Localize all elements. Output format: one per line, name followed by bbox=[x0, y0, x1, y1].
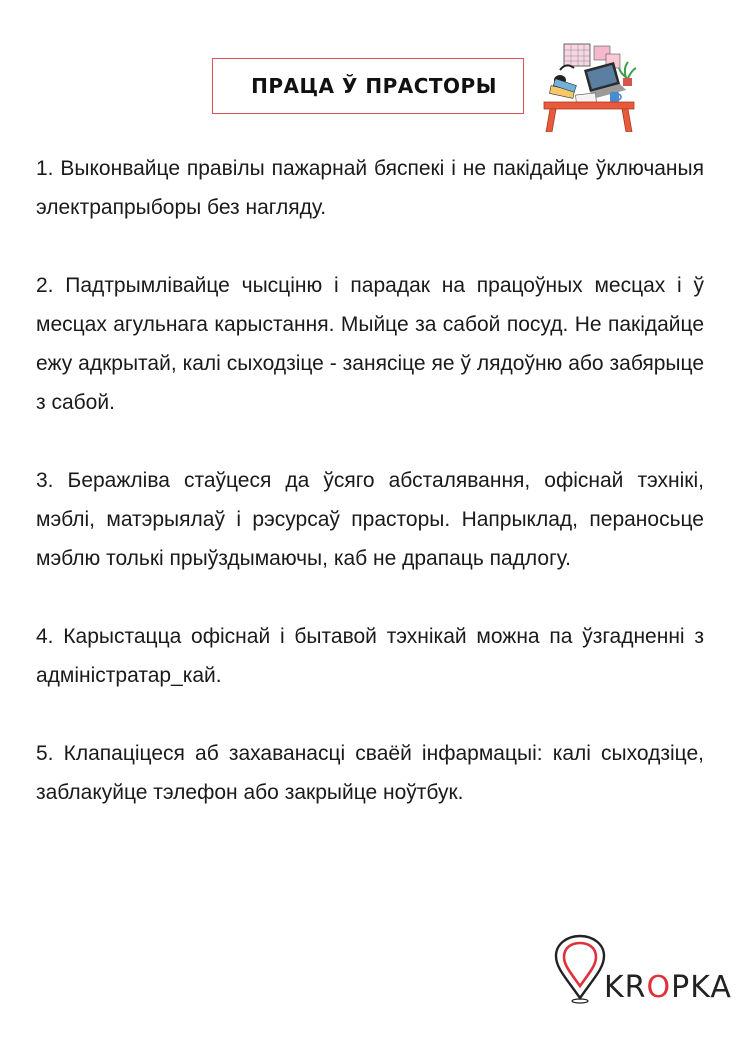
logo-wordmark: KROPKA bbox=[604, 970, 732, 1005]
rule-5: 5. Клапаціцеся аб захаванасці сваёй інфармацыі: калі сыходзіце, заблакуйце тэлефон або закрыйце ноўтбук. bbox=[36, 742, 704, 804]
rule-1: 1. Выконвайце правілы пажарнай бяспекі і не пакідайце ўключаныя электрапрыборы без нагляду. bbox=[36, 157, 704, 219]
rule-2: 2. Падтрымлівайце чысціню і парадак на працоўных месцах і ў месцах агульнага карыстання. Мыйце за сабой посуд. Не пакідайце ежу адкрытай, калі сыходзіце - занясіце яе ў лядоўню або забярыце з сабой. bbox=[36, 274, 704, 414]
desk-with-laptop-icon bbox=[540, 40, 638, 132]
location-pin-icon bbox=[552, 934, 608, 1004]
kropka-logo bbox=[552, 934, 732, 1008]
rule-3: 3. Беражліва стаўцеся да ўсяго абсталявання, офіснай тэхнікі, мэблі, матэрыялаў і рэсурсаў прасторы. Напрыклад, пераносьце мэблю толькі прыўздымаючы, каб не драпаць падлогу. bbox=[36, 469, 704, 570]
page-title: ПРАЦА Ў ПРАСТОРЫ bbox=[251, 74, 497, 98]
rules-list bbox=[36, 149, 704, 851]
rule-4: 4. Карыстацца офіснай і бытавой тэхнікай можна па ўзгадненні з адміністратар_кай. bbox=[36, 625, 704, 687]
page-title-box bbox=[212, 58, 524, 114]
